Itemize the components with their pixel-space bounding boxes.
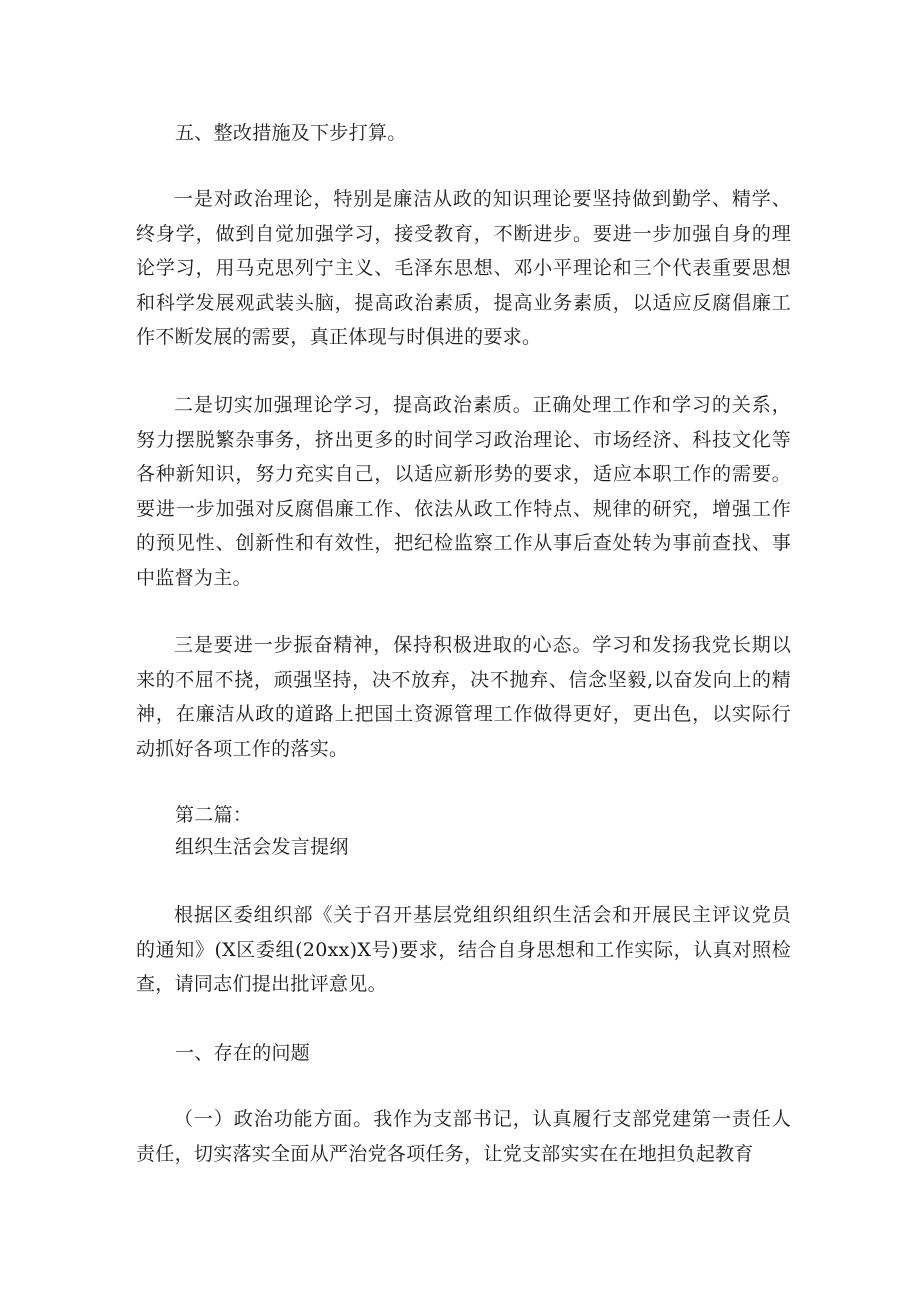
paragraph-theory-study: 二是切实加强理论学习，提高政治素质。正确处理工作和学习的关系，努力摆脱繁杂事务，挤出更多的时间学习政治理论、市场经济、科技文化等各种新知识，努力充实自己，以适应新形势的要求，适应本职工作的需要。要进一步加强对反腐倡廉工作、依法从政工作特点、规律的研究，增强工作的预见性、创新性和有效性，把纪检监察工作从事后查处转为事前查找、事中监督为主。 bbox=[136, 394, 791, 589]
paragraph-political-theory: 一是对政治理论，特别是廉洁从政的知识理论要坚持做到勤学、精学、终身学，做到自觉加强学习，接受教育，不断进步。要进一步加强自身的理论学习，用马克思列宁主义、毛泽东思想、邓小平理论和三个代表重要思想和科学发展观武装头脑，提高政治素质，提高业务素质，以适应反腐倡廉工作不断发展的需要，真正体现与时俱进的要求。 bbox=[136, 188, 791, 349]
paragraph-spirit: 三是要进一步振奋精神，保持积极进取的心态。学习和发扬我党长期以来的不屈不挠，顽强坚持，决不放弃，决不抛弃、信念坚毅,以奋发向上的精神，在廉洁从政的道路上把国土资源管理工作做得更好，更出色，以实际行动抓好各项工作的落实。 bbox=[136, 634, 791, 760]
section-heading-rectification: 五、整改措施及下步打算。 bbox=[175, 122, 407, 144]
paragraph-notice-reference: 根据区委组织部《关于召开基层党组织组织生活会和开展民主评议党员的通知》(X区委组(20xx)X号)要求，结合自身思想和工作实际，认真对照检查，请同志们提出批评意见。 bbox=[136, 904, 791, 996]
part-two-label: 第二篇： bbox=[175, 804, 253, 826]
section-heading-problems: 一、存在的问题 bbox=[175, 1042, 311, 1064]
part-two-title: 组织生活会发言提纲 bbox=[175, 836, 349, 858]
paragraph-political-function: （一）政治功能方面。我作为支部书记，认真履行支部党建第一责任人责任，切实落实全面从严治党各项任务，让党支部实实在在地担负起教育 bbox=[136, 1108, 791, 1165]
